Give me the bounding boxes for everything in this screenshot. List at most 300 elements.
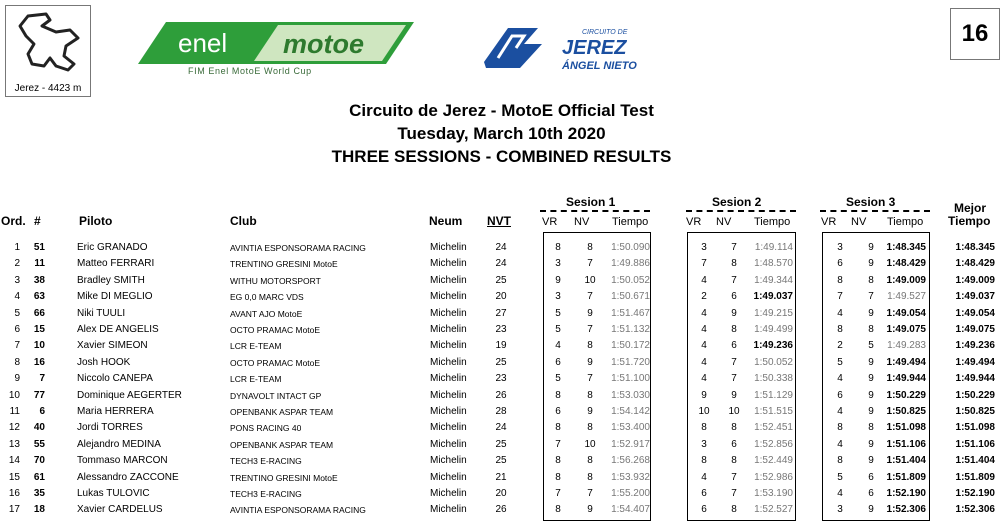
position-cell: 17 [8, 504, 20, 516]
header-nv-2: NV [716, 216, 732, 228]
s2-time-cell: 1:52.986 [754, 471, 793, 483]
team-cell: OCTO PRAMAC MotoE [230, 357, 321, 368]
s2-vr-cell: 4 [701, 356, 707, 368]
s1-time-cell: 1:50.052 [611, 274, 650, 286]
s1-vr-cell: 6 [555, 356, 561, 368]
s2-time-cell: 1:52.527 [754, 504, 793, 516]
s2-nv-cell: 9 [731, 307, 737, 319]
s1-time-cell: 1:54.407 [611, 504, 650, 516]
s2-time-cell: 1:49.114 [754, 242, 793, 253]
track-caption: Jerez - 4423 m [14, 83, 82, 94]
tyre-cell: Michelin [430, 422, 467, 434]
position-cell: 2 [14, 258, 20, 270]
s1-time-cell: 1:49.886 [611, 258, 650, 270]
rider-name-cell: Niki TUULI [77, 307, 126, 319]
s3-vr-cell: 8 [837, 422, 843, 434]
s3-vr-cell: 7 [837, 291, 843, 303]
s2-vr-cell: 8 [701, 455, 707, 467]
position-cell: 5 [14, 307, 20, 319]
best-time-cell: 1:49.494 [955, 356, 995, 368]
s2-time-cell: 1:50.338 [754, 373, 793, 385]
s1-vr-cell: 6 [555, 406, 561, 417]
tyre-cell: Michelin [430, 471, 467, 483]
position-cell: 3 [14, 274, 20, 286]
s1-nv-cell: 7 [587, 324, 593, 335]
s1-vr-cell: 7 [555, 488, 561, 499]
header-mejor-tiempo: Tiempo [948, 214, 991, 228]
header-nvt: NVT [487, 214, 511, 228]
s3-nv-cell: 9 [868, 438, 874, 450]
track-map [5, 5, 91, 97]
rider-name-cell: Jordi TORRES [77, 422, 143, 434]
s3-nv-cell: 5 [868, 340, 874, 352]
position-cell: 8 [14, 356, 20, 368]
tyre-cell: Michelin [430, 242, 467, 253]
position-cell: 12 [8, 422, 20, 434]
team-cell: PONS RACING 40 [230, 423, 302, 434]
position-cell: 9 [14, 373, 20, 385]
total-laps-cell: 24 [495, 258, 507, 270]
position-cell: 11 [9, 406, 20, 417]
s1-nv-cell: 7 [587, 291, 593, 303]
s3-nv-cell: 9 [868, 258, 874, 270]
table-row [0, 470, 1003, 486]
s2-nv-cell: 8 [731, 324, 737, 335]
s1-time-cell: 1:50.172 [611, 340, 650, 352]
s2-vr-cell: 10 [698, 406, 710, 417]
enel-wordmark: enel [178, 28, 228, 58]
s1-nv-cell: 8 [587, 471, 593, 483]
s1-vr-cell: 5 [555, 324, 561, 335]
team-cell: EG 0,0 MARC VDS [230, 292, 304, 303]
s3-nv-cell: 8 [868, 274, 874, 286]
s2-vr-cell: 6 [701, 488, 707, 499]
tyre-cell: Michelin [430, 340, 467, 352]
position-cell: 13 [8, 438, 20, 450]
total-laps-cell: 26 [495, 504, 507, 516]
tyre-cell: Michelin [430, 438, 467, 450]
s1-time-cell: 1:53.030 [611, 389, 650, 401]
best-time-cell: 1:49.075 [955, 324, 995, 335]
sesion-2-divider [686, 210, 796, 212]
s1-vr-cell: 3 [555, 258, 561, 270]
rider-number-cell: 51 [33, 242, 45, 253]
title-line-2: Tuesday, March 10th 2020 [397, 124, 606, 143]
s3-vr-cell: 8 [837, 324, 843, 335]
rider-number-cell: 7 [39, 373, 45, 385]
s1-vr-cell: 7 [555, 438, 561, 450]
s3-time-cell: 1:49.283 [887, 340, 926, 352]
s3-nv-cell: 9 [868, 455, 874, 467]
rider-name-cell: Niccolo CANEPA [77, 373, 153, 385]
table-row [0, 404, 1003, 420]
total-laps-cell: 25 [495, 274, 507, 286]
header-tiempo-1: Tiempo [612, 216, 649, 228]
s3-time-cell: 1:48.345 [886, 242, 926, 253]
s3-vr-cell: 6 [837, 258, 843, 270]
s3-time-cell: 1:52.306 [886, 504, 926, 516]
rider-name-cell: Eric GRANADO [77, 242, 148, 253]
rider-name-cell: Xavier CARDELUS [77, 504, 163, 516]
best-time-cell: 1:51.106 [955, 438, 995, 450]
position-cell: 15 [8, 471, 20, 483]
header-nv-1: NV [574, 216, 590, 228]
rider-number-cell: 11 [34, 258, 45, 270]
total-laps-cell: 25 [495, 438, 507, 450]
s2-nv-cell: 9 [731, 389, 737, 401]
total-laps-cell: 24 [495, 422, 507, 434]
team-cell: AVINTIA ESPONSORAMA RACING [230, 505, 366, 516]
s1-nv-cell: 8 [587, 455, 593, 467]
team-cell: DYNAVOLT INTACT GP [230, 390, 322, 401]
s2-nv-cell: 7 [731, 242, 737, 253]
table-row [0, 256, 1003, 272]
s1-time-cell: 1:51.100 [611, 373, 650, 385]
total-laps-cell: 26 [495, 389, 507, 401]
header-vr-2: VR [686, 216, 702, 228]
s2-time-cell: 1:51.515 [754, 406, 793, 417]
circuit-small-text: CIRCUITO DE [582, 29, 628, 36]
rider-number-cell: 38 [33, 274, 45, 286]
rider-name-cell: Matteo FERRARI [77, 258, 155, 270]
s2-nv-cell: 7 [731, 274, 737, 286]
s1-vr-cell: 3 [555, 291, 561, 303]
s1-vr-cell: 8 [555, 471, 561, 483]
total-laps-cell: 24 [495, 242, 507, 253]
s3-nv-cell: 7 [868, 291, 874, 303]
rider-number-cell: 18 [33, 504, 45, 516]
table-row [0, 240, 1003, 256]
team-cell: LCR E-TEAM [230, 374, 282, 385]
rider-number-cell: 55 [33, 438, 45, 450]
s1-nv-cell: 8 [587, 389, 593, 401]
total-laps-cell: 25 [495, 455, 507, 467]
position-cell: 7 [14, 340, 20, 352]
team-cell: AVANT AJO MotoE [230, 308, 303, 319]
rider-name-cell: Dominique AEGERTER [77, 389, 182, 401]
s3-nv-cell: 9 [868, 373, 874, 385]
s2-nv-cell: 7 [731, 471, 737, 483]
best-time-cell: 1:49.037 [955, 291, 995, 303]
table-row [0, 273, 1003, 289]
circuit-big-text: JEREZ [562, 37, 627, 59]
best-time-cell: 1:52.306 [955, 504, 995, 516]
tyre-cell: Michelin [430, 274, 467, 286]
header-sesion-1: Sesion 1 [566, 195, 616, 209]
s1-vr-cell: 8 [555, 504, 561, 516]
header-num: # [34, 214, 41, 228]
team-cell: TECH3 E-RACING [230, 456, 302, 467]
header-tiempo-3: Tiempo [887, 216, 924, 228]
s3-time-cell: 1:51.809 [886, 471, 926, 483]
header-sesion-3: Sesion 3 [846, 195, 896, 209]
best-time-cell: 1:49.054 [955, 307, 995, 319]
rider-name-cell: Alessandro ZACCONE [77, 471, 179, 483]
rider-number-cell: 61 [33, 471, 45, 483]
s3-vr-cell: 8 [837, 274, 843, 286]
team-cell: TRENTINO GRESINI MotoE [230, 259, 338, 270]
table-row [0, 371, 1003, 387]
s2-time-cell: 1:50.052 [754, 356, 793, 368]
rider-number-cell: 15 [33, 324, 45, 335]
best-time-cell: 1:49.944 [955, 373, 995, 385]
cup-name: FIM Enel MotoE World Cup [188, 66, 312, 76]
best-time-cell: 1:51.098 [955, 422, 995, 434]
best-time-cell: 1:51.809 [955, 471, 995, 483]
s2-time-cell: 1:49.499 [754, 324, 793, 335]
s1-time-cell: 1:50.090 [611, 242, 650, 253]
rider-name-cell: Tommaso MARCON [77, 455, 168, 467]
s2-time-cell: 1:51.129 [754, 389, 793, 401]
table-row [0, 437, 1003, 453]
s2-vr-cell: 8 [701, 422, 707, 434]
total-laps-cell: 27 [495, 307, 507, 319]
s1-time-cell: 1:53.400 [611, 422, 650, 434]
position-cell: 4 [14, 291, 20, 303]
rider-name-cell: Bradley SMITH [77, 274, 145, 286]
s2-vr-cell: 4 [701, 340, 707, 352]
s1-time-cell: 1:54.142 [611, 406, 650, 417]
s3-nv-cell: 9 [868, 504, 874, 516]
header-vr-1: VR [542, 216, 558, 228]
s2-time-cell: 1:53.190 [754, 488, 793, 499]
s1-vr-cell: 5 [555, 373, 561, 385]
header-vr-3: VR [821, 216, 837, 228]
s2-vr-cell: 3 [701, 242, 707, 253]
best-time-cell: 1:52.190 [955, 488, 995, 499]
tyre-cell: Michelin [430, 258, 467, 270]
tyre-cell: Michelin [430, 307, 467, 319]
s3-time-cell: 1:49.054 [886, 307, 926, 319]
s2-nv-cell: 6 [731, 438, 737, 450]
s1-nv-cell: 9 [587, 356, 593, 368]
team-cell: LCR E-TEAM [230, 341, 282, 352]
s2-time-cell: 1:52.451 [754, 422, 793, 434]
total-laps-cell: 21 [495, 471, 507, 483]
position-cell: 14 [8, 455, 20, 467]
s2-vr-cell: 6 [701, 504, 707, 516]
s1-time-cell: 1:51.467 [611, 307, 650, 319]
rider-number-cell: 35 [33, 488, 45, 499]
s1-vr-cell: 8 [555, 389, 561, 401]
rider-name-cell: Alex DE ANGELIS [77, 324, 159, 335]
title-line-3: THREE SESSIONS - COMBINED RESULTS [331, 147, 672, 166]
s3-nv-cell: 9 [868, 406, 874, 417]
s2-vr-cell: 2 [701, 291, 707, 303]
s2-nv-cell: 10 [728, 406, 740, 417]
s3-time-cell: 1:48.429 [886, 258, 926, 270]
s3-time-cell: 1:49.494 [886, 356, 926, 368]
s2-time-cell: 1:49.236 [753, 340, 793, 352]
table-row [0, 388, 1003, 404]
position-cell: 6 [14, 324, 20, 335]
s1-nv-cell: 7 [587, 488, 593, 499]
tyre-cell: Michelin [430, 455, 467, 467]
table-row [0, 355, 1003, 371]
position-cell: 10 [8, 389, 20, 401]
s1-nv-cell: 9 [587, 307, 593, 319]
team-cell: AVINTIA ESPONSORAMA RACING [230, 243, 366, 253]
s1-nv-cell: 8 [587, 340, 593, 352]
table-row [0, 322, 1003, 338]
s3-nv-cell: 6 [868, 488, 874, 499]
s3-vr-cell: 8 [837, 455, 843, 467]
s2-time-cell: 1:52.856 [754, 438, 793, 450]
rider-number-cell: 16 [33, 356, 45, 368]
s3-time-cell: 1:51.106 [886, 438, 926, 450]
s2-nv-cell: 7 [731, 488, 737, 499]
table-row [0, 486, 1003, 502]
rider-name-cell: Josh HOOK [77, 356, 131, 368]
sesion-1-divider [540, 210, 650, 212]
s2-vr-cell: 4 [701, 324, 707, 335]
s1-time-cell: 1:51.132 [611, 324, 650, 335]
total-laps-cell: 25 [495, 356, 507, 368]
sesion-3-divider [820, 210, 930, 212]
s1-nv-cell: 9 [587, 406, 593, 417]
s3-vr-cell: 5 [837, 471, 843, 483]
circuit-name-text: ÁNGEL NIETO [562, 60, 637, 72]
s2-time-cell: 1:49.037 [753, 291, 793, 303]
s1-vr-cell: 5 [555, 307, 561, 319]
rider-name-cell: Xavier SIMEON [77, 340, 148, 352]
s1-nv-cell: 9 [587, 504, 593, 516]
s2-nv-cell: 8 [731, 504, 737, 516]
best-time-cell: 1:48.429 [955, 258, 995, 270]
tyre-cell: Michelin [430, 488, 467, 499]
track-layout-icon [6, 6, 90, 80]
header-club: Club [230, 214, 257, 228]
s2-nv-cell: 7 [731, 373, 737, 385]
s3-nv-cell: 6 [868, 471, 874, 483]
tyre-cell: Michelin [430, 373, 467, 385]
rider-number-cell: 63 [33, 291, 45, 303]
position-cell: 1 [14, 242, 20, 253]
s3-vr-cell: 3 [837, 242, 843, 253]
s1-vr-cell: 4 [555, 340, 561, 352]
s3-vr-cell: 4 [837, 406, 843, 417]
s3-vr-cell: 4 [837, 307, 843, 319]
s3-vr-cell: 5 [837, 356, 843, 368]
total-laps-cell: 19 [495, 340, 507, 352]
s2-nv-cell: 8 [731, 258, 737, 270]
s3-nv-cell: 9 [868, 356, 874, 368]
title-line-1: Circuito de Jerez - MotoE Official Test [349, 101, 654, 120]
s2-nv-cell: 6 [731, 291, 737, 303]
motoe-wordmark: motoe [283, 29, 364, 59]
s2-nv-cell: 6 [731, 340, 737, 352]
tyre-cell: Michelin [430, 324, 467, 335]
team-cell: TECH3 E-RACING [230, 489, 302, 499]
s3-vr-cell: 4 [837, 373, 843, 385]
s2-time-cell: 1:52.449 [754, 455, 793, 467]
s2-vr-cell: 4 [701, 307, 707, 319]
s3-nv-cell: 9 [868, 389, 874, 401]
s3-time-cell: 1:49.944 [886, 373, 926, 385]
table-row [0, 420, 1003, 436]
s3-vr-cell: 3 [837, 504, 843, 516]
team-cell: TRENTINO GRESINI MotoE [230, 472, 338, 483]
rider-number-cell: 6 [39, 406, 45, 417]
table-row [0, 338, 1003, 354]
team-cell: WITHU MOTORSPORT [230, 275, 321, 286]
team-cell: OCTO PRAMAC MotoE [230, 325, 321, 335]
s1-vr-cell: 8 [555, 422, 561, 434]
s1-nv-cell: 8 [587, 422, 593, 434]
s3-time-cell: 1:49.527 [887, 291, 926, 303]
best-time-cell: 1:50.229 [955, 389, 995, 401]
best-time-cell: 1:49.236 [955, 340, 995, 352]
s3-time-cell: 1:50.229 [886, 389, 926, 401]
s1-time-cell: 1:53.932 [611, 471, 650, 483]
header-piloto: Piloto [79, 214, 113, 228]
rider-number-cell: 40 [33, 422, 45, 434]
s1-time-cell: 1:55.200 [611, 488, 650, 499]
s3-vr-cell: 4 [837, 488, 843, 499]
s2-nv-cell: 7 [731, 356, 737, 368]
rider-number-cell: 66 [33, 307, 45, 319]
tyre-cell: Michelin [430, 504, 467, 516]
table-row [0, 502, 1003, 518]
s3-vr-cell: 6 [837, 389, 843, 401]
s3-time-cell: 1:50.825 [886, 406, 926, 417]
tyre-cell: Michelin [430, 356, 467, 368]
tyre-cell: Michelin [430, 389, 467, 401]
s2-time-cell: 1:49.215 [754, 307, 793, 319]
s1-time-cell: 1:51.720 [611, 356, 650, 368]
s1-nv-cell: 7 [587, 373, 593, 385]
s1-time-cell: 1:52.917 [611, 438, 650, 450]
rider-number-cell: 70 [33, 455, 45, 467]
table-row [0, 306, 1003, 322]
page-number: 16 [950, 8, 1000, 60]
s3-nv-cell: 8 [868, 324, 874, 335]
s3-time-cell: 1:52.190 [886, 488, 926, 499]
best-time-cell: 1:51.404 [955, 455, 995, 467]
header-sesion-2: Sesion 2 [712, 195, 762, 209]
s1-vr-cell: 8 [555, 455, 561, 467]
s1-nv-cell: 8 [587, 242, 593, 253]
table-row [0, 289, 1003, 305]
s3-nv-cell: 8 [868, 422, 874, 434]
total-laps-cell: 23 [495, 373, 507, 385]
s2-vr-cell: 9 [701, 389, 707, 401]
best-time-cell: 1:48.345 [955, 242, 995, 253]
header-ord: Ord. [1, 214, 26, 228]
s3-vr-cell: 4 [837, 438, 843, 450]
s2-time-cell: 1:49.344 [754, 274, 793, 286]
rider-name-cell: Lukas TULOVIC [77, 488, 150, 499]
jerez-logo [480, 22, 656, 74]
header-nv-3: NV [851, 216, 867, 228]
tyre-cell: Michelin [430, 406, 467, 417]
team-cell: OPENBANK ASPAR TEAM [230, 439, 334, 450]
team-cell: OPENBANK ASPAR TEAM [230, 407, 334, 417]
s1-vr-cell: 9 [555, 274, 561, 286]
header-tiempo-2: Tiempo [754, 216, 791, 228]
s2-vr-cell: 4 [701, 274, 707, 286]
s2-vr-cell: 4 [701, 373, 707, 385]
total-laps-cell: 20 [495, 488, 507, 499]
best-time-cell: 1:50.825 [955, 406, 995, 417]
s2-vr-cell: 3 [701, 438, 707, 450]
s3-vr-cell: 2 [837, 340, 843, 352]
rider-name-cell: Maria HERRERA [77, 406, 154, 417]
s2-vr-cell: 4 [701, 471, 707, 483]
s1-vr-cell: 8 [555, 242, 561, 253]
s3-nv-cell: 9 [868, 242, 874, 253]
s1-nv-cell: 10 [584, 438, 596, 450]
